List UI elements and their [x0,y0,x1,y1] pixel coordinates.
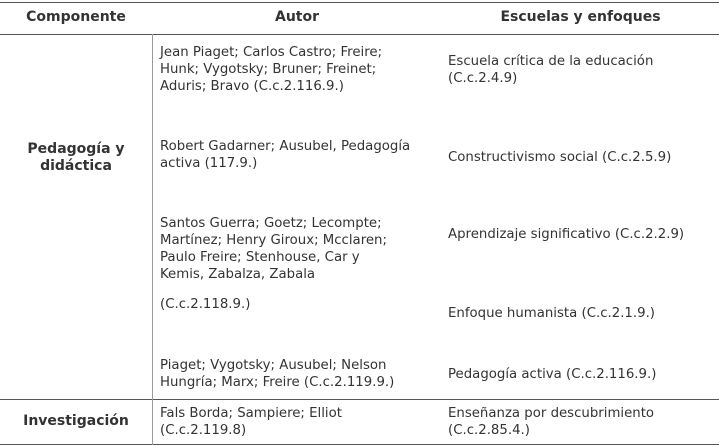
school-cell: Enfoque humanista (C.c.2.1.9.) [448,306,655,321]
component-investigacion: Investigación [23,413,129,429]
author-cell: Fals Borda; Sampiere; Elliot (C.c.2.119.8) [160,406,342,438]
header-schools: Escuelas y enfoques [500,9,661,25]
table-top-rule [0,2,719,3]
header-component: Componente [26,9,126,25]
school-cell: Pedagogía activa (C.c.2.116.9.) [448,367,657,382]
author-cell: Jean Piaget; Carlos Castro; Freire; Hunk; Vygotsky; Bruner; Freinet; Aduris; Bravo (C.c.2.116.9.) [160,45,383,94]
author-cell: Robert Gadarner; Ausubel, Pedagogía activa (117.9.) [160,139,411,171]
school-cell: Escuela crítica de la educación (C.c.2.4.9) [448,54,654,86]
section-divider-rule [0,399,719,400]
author-cell: Piaget; Vygotsky; Ausubel; Nelson Hungría; Marx; Freire (C.c.2.119.9.) [160,358,395,390]
author-cell: Santos Guerra; Goetz; Lecompte; Martínez; Henry Giroux; Mcclaren; Paulo Freire; Stenhouse, Car y Kemis, Zabalza, Zabala [160,216,387,282]
table-bottom-rule [0,444,719,445]
school-cell: Aprendizaje significativo (C.c.2.2.9) [448,227,685,242]
author-cell: (C.c.2.118.9.) [160,297,251,312]
header-author: Autor [274,9,320,25]
school-cell: Constructivismo social (C.c.2.5.9) [448,150,672,165]
header-bottom-rule [0,34,719,35]
column-divider [152,34,153,445]
school-cell: Enseñanza por descubrimiento (C.c.2.85.4.) [448,406,655,438]
component-pedagogia: Pedagogía y didáctica [27,141,125,174]
